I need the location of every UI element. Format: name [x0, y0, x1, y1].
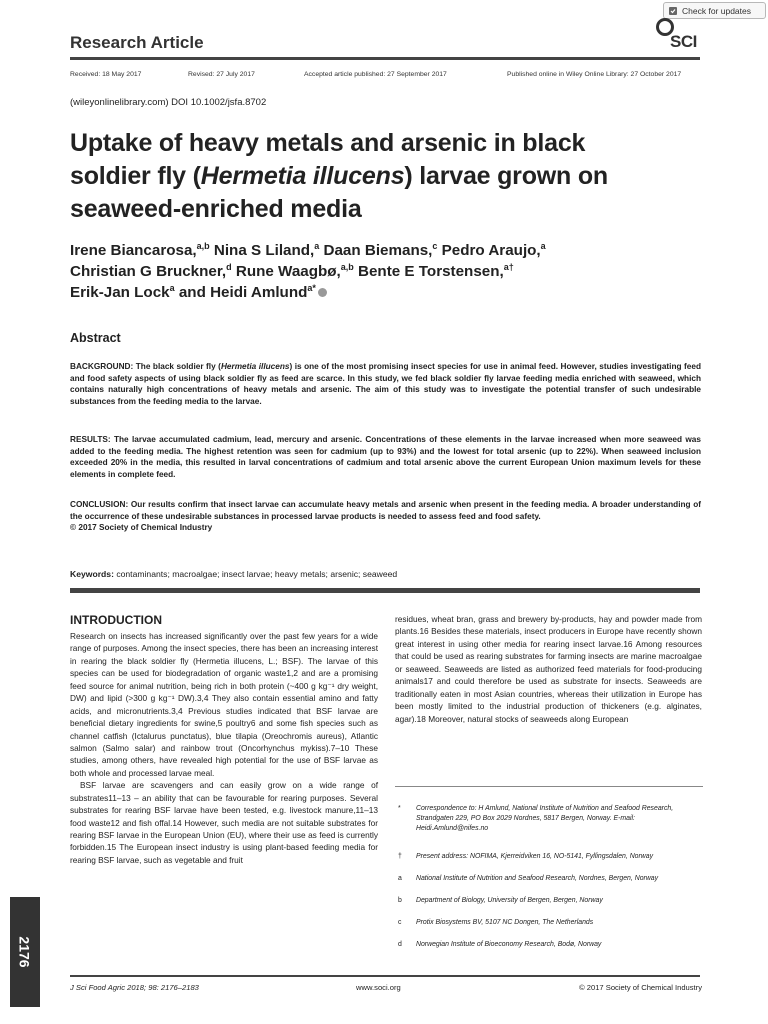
title-line-3: seaweed-enriched media — [70, 195, 362, 223]
author-name: and Heidi Amlund — [174, 283, 308, 301]
title-line-2 — [70, 160, 695, 193]
author-name: Daan Biemans, — [319, 242, 433, 259]
check-updates-label: Check for updates — [682, 5, 751, 16]
footnote-text: Correspondence to: H Amlund, National Institute of Nutrition and Seafood Research, Strandgaten 229, PO Box 2029 Nordnes, 5817 Bergen, Norway. E-mail: Heidi.Amlund@nifes.no — [416, 805, 674, 832]
article-title — [70, 127, 695, 226]
footer-journal: J Sci Food Agric 2018; 98: 2176–2183 — [70, 983, 199, 992]
author-line — [70, 283, 690, 304]
keywords-label: Keywords: — [70, 569, 114, 579]
intro-paragraph: residues, wheat bran, grass and brewery by-products, hay and powder made from plants.16 Besides these materials, insect producers in Europe have recently shown great interest in using other media for rearing insect larvae.16 Among resources that could be used as rearing substrates for farming insects are marine macroalgae or seaweed. Seaweeds are listed as authorized feed materials for food-producing animals17 and could therefore be used as substrate for insects. Seaweeds are traditionally eaten in most Asian countries, whereas their utilization in Europe has been mostly limited to the industrial production of thickeners (e.g. alginates, agar).18 Moreover, natural stocks of seaweeds along European — [395, 614, 702, 724]
abstract-background-label: BACKGROUND: — [70, 362, 134, 371]
footnote-text: Norwegian Institute of Bioeconomy Research, Bodø, Norway — [416, 941, 602, 948]
sci-logo-text: SCI — [670, 32, 697, 51]
abstract-text: The larvae accumulated cadmium, lead, mercury and arsenic. Concentrations of these elements in the larvae increased when more seaweed was added to the feeding media. The highest retention was seen for cadmium (up to 93%) and the lowest for total arsenic (up to 22%). When seaweed inclusion exceeded 20% in the media, this resulted in larval concentrations of cadmium and total arsenic above the current European Union maximum levels for these elements in complete feed. — [70, 435, 701, 480]
page-number-text: 2176 — [17, 936, 33, 968]
author-name: Irene Biancarosa, — [70, 242, 197, 259]
footnote-mark: d — [398, 941, 402, 948]
author-line — [70, 262, 690, 283]
author-affiliation: a† — [503, 261, 514, 272]
footnote-present-address — [398, 852, 703, 862]
abstract-text: ) is one of the most promising insect species for use in animal feed. However, studies investigating feed and food safety aspects of using black soldier fly as feed are scarce. In this study, we fed black soldier fly larvae feeding media enriched with seaweed, which contains naturally high concentrations of heavy metals and arsenic. The aim of this study was to investigate the potential transfer of such undesirable substances from the feeding media to the larvae. — [70, 362, 701, 407]
footer-site-link[interactable]: www.soci.org — [356, 983, 401, 992]
footnote-text: Department of Biology, University of Bergen, Bergen, Norway — [416, 897, 603, 904]
author-affiliation: a — [314, 240, 320, 251]
footnote-mark: b — [398, 897, 402, 904]
abstract-conclusion-label: CONCLUSION: — [70, 500, 129, 509]
abstract-heading: Abstract — [70, 331, 121, 345]
abstract-text: Our results confirm that insect larvae can accumulate heavy metals and arsenic when present in the feeding media. A broader understanding of the occurrence of these undesirable substances in processed larvae products is needed to assess feed and food safety. — [70, 500, 701, 521]
footer-rule — [70, 975, 700, 977]
abstract-background — [70, 361, 701, 408]
intro-paragraph: Research on insects has increased significantly over the past few years for a wide range of purposes. Among the insect species, there has been an increasing interest in rearing the black soldier fly (Hermetia illucens, L.; BSF). The larvae of this species can be used for biodegradation of organic waste1,2 and are a promising feed source for animal nutrition, being rich in both protein (~400 g kg⁻¹ dry weight, DW) and lipid (>300 g kg⁻¹ DW).3,4 They also contain essential amino and fatty acids, and micronutrients.3,4 Previous studies indicated that BSF larvae are beneficial dietary ingredients for swine,5 poultry6 and some fish species such as channel catfish (Ictalurus punctatus), blue tilapia (Oreochromis aureus), Atlantic salmon (Salmo salar) and rainbow trout (Oncorhynchus mykiss).7–10 These studies, among others, have revealed high potential for the use of BSF larvae as both whole and processed larvae meal. — [70, 631, 378, 778]
article-type: Research Article — [70, 33, 204, 52]
footnote-affiliation-b — [398, 896, 703, 906]
title-species: Hermetia illucens — [200, 162, 405, 190]
footnote-text: Protix Biosystems BV, 5107 NC Dongen, The Netherlands — [416, 919, 594, 926]
author-affiliation: d — [226, 261, 232, 272]
revised-date: Revised: 27 July 2017 — [188, 71, 255, 78]
author-name: Pedro Araujo, — [437, 242, 541, 259]
keywords — [70, 569, 397, 579]
header-rule — [70, 57, 700, 60]
footer-copyright: © 2017 Society of Chemical Industry — [579, 983, 702, 992]
abstract-copyright: © 2017 Society of Chemical Industry — [70, 523, 213, 533]
author-affiliation: c — [432, 240, 438, 251]
author-name: Erik-Jan Lock — [70, 283, 170, 301]
author-affiliation: a,b — [340, 261, 354, 272]
check-for-updates-button[interactable] — [663, 2, 766, 19]
author-list — [70, 241, 690, 304]
author-name: Christian G Bruckner, — [70, 262, 227, 280]
abstract-results — [70, 434, 701, 481]
footnote-affiliation-c — [398, 918, 703, 928]
abstract-conclusion — [70, 499, 701, 534]
author-name: Bente E Torstensen, — [353, 262, 504, 280]
keywords-text: contaminants; macroalgae; insect larvae; heavy metals; arsenic; seaweed — [113, 569, 398, 579]
author-affiliation: a,b — [196, 240, 210, 251]
intro-right-column — [395, 613, 702, 725]
author-line — [70, 241, 690, 262]
footnote-rule — [395, 786, 703, 787]
author-affiliation: a — [540, 240, 546, 251]
abstract-results-label: RESULTS: — [70, 435, 111, 444]
published-date: Published online in Wiley Online Library: 27 October 2017 — [507, 71, 682, 78]
footnote-mark: † — [398, 853, 402, 860]
footnote-mark: a — [398, 875, 402, 882]
footnote-text: Present address: NOFIMA, Kjerreidviken 16, NO-5141, Fyllingsdalen, Norway — [416, 853, 654, 860]
footnote-correspondence — [398, 804, 703, 834]
footnote-affiliation-a — [398, 874, 703, 884]
author-affiliation: a* — [307, 282, 316, 293]
intro-paragraph: BSF larvae are scavengers and can easily grow on a wide range of substrates11–13 – an ability that can be favourable for rearing purposes. Several substrates for rearing BSF larvae have been tested, e.g. livestock manure,11–13 food waste12 and fish offal.14 However, such media are not suitable substrates for rearing BSF larvae in the European Union (EU), where their use as feed is currently forbidden.15 The European insect industry is using plant-based feeding media for rearing BSF larvae, such as vegetable and fruit — [70, 780, 378, 865]
title-line-1: Uptake of heavy metals and arsenic in black — [70, 129, 586, 157]
doi-line: (wileyonlinelibrary.com) DOI 10.1002/jsfa.8702 — [70, 97, 267, 108]
page-number — [10, 897, 40, 1007]
footnote-mark: * — [398, 805, 401, 812]
abstract-text: The black soldier fly ( — [133, 362, 221, 371]
author-name: Nina S Liland, — [209, 242, 315, 259]
section-rule — [70, 588, 700, 593]
abstract-species: Hermetia illucens — [220, 362, 290, 371]
received-date: Received: 18 May 2017 — [70, 71, 142, 78]
author-name: Rune Waagbø, — [231, 262, 341, 280]
intro-left-column — [70, 630, 378, 866]
sci-logo — [656, 18, 704, 52]
title-text: soldier fly ( — [70, 162, 201, 190]
title-text: ) larvae grown on — [404, 162, 608, 190]
author-affiliation: a — [169, 282, 175, 293]
orcid-icon[interactable] — [318, 288, 327, 297]
footnote-affiliation-d — [398, 940, 703, 950]
footnote-text: National Institute of Nutrition and Seafood Research, Nordnes, Bergen, Norway — [416, 875, 659, 882]
check-updates-icon — [668, 6, 678, 16]
accepted-date: Accepted article published: 27 September 2017 — [304, 71, 447, 78]
introduction-heading: INTRODUCTION — [70, 613, 162, 627]
footnote-mark: c — [398, 919, 402, 926]
